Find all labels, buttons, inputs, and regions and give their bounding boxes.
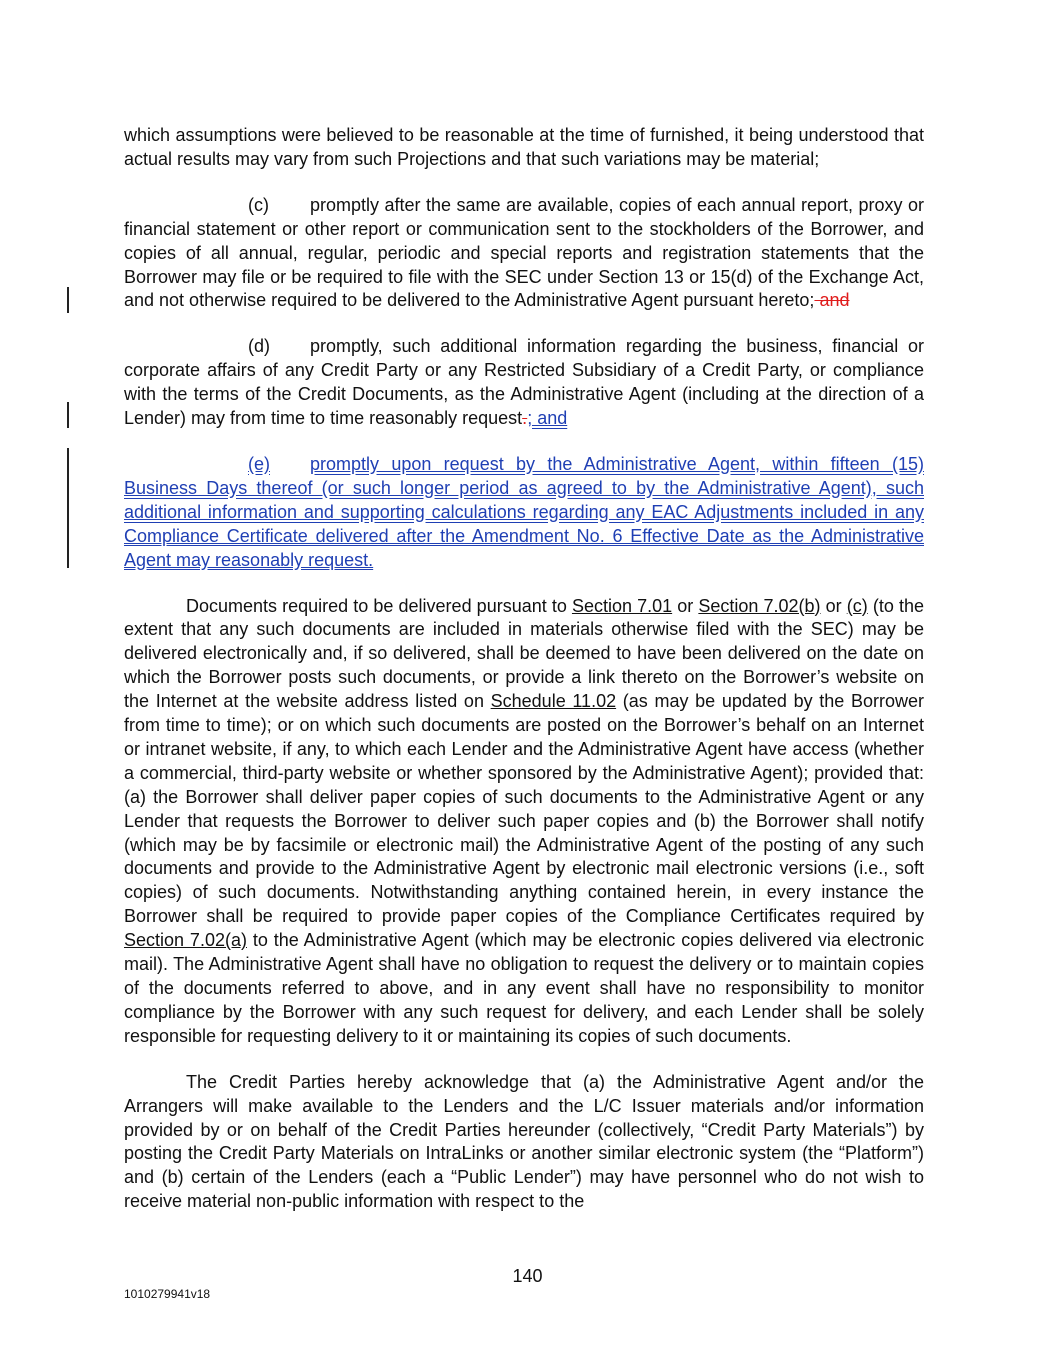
docs-text-6: to the Administrative Agent (which may be electronic copies delivered via electronic mail). The Administrative Agent shall have no obligation to request the delivery or to maintain copies of the documents referred to above, and in any event shall have no responsibility to monitor compliance by the Borrower with any such request for delivery, and each Lender shall be solely responsible for requesting delivery to it or maintaining its copies of such documents. [124,930,924,1046]
documents-paragraph [124,595,924,1049]
clause-d-label: (d) [248,336,270,357]
section-ref-c: (c) [846,595,868,616]
change-bar-e [67,448,69,568]
page-number: 140 [512,1266,543,1286]
section-ref-7-02a: Section 7.02(a) [124,930,247,951]
docs-text-5: (as may be updated by the Borrower from time to time); or on which such documents are posted on the Borrower’s behalf on an Internet or intranet website, if any, to which each Lender and the Administrative Agent have access (whether a commercial, third-party website or whether sponsored by the Administrative Agent); provided that: (a) the Borrower shall deliver paper copies of such documents to the Administrative Agent or any Lender that requests the Borrower to deliver such paper copies and (b) the Borrower shall notify (which may be by facsimile or electronic mail) the Administrative Agent of the posting of any such documents and provide to the Administrative Agent by electronic mail electronic versions (i.e., soft copies) of such documents. Notwithstanding anything contained herein, in every instance the Borrower shall be required to provide paper copies of the Compliance Certificates required by [124,691,924,927]
clause-c [124,194,924,314]
credit-parties-text: The Credit Parties hereby acknowledge that (a) the Administrative Agent and/or the Arrangers will make available to the Lenders and the L/C Issuer materials and/or information provided by or on behalf of the Credit Parties hereunder (collectively, “Credit Party Materials”) by posting the Credit Party Materials on IntraLinks or another similar electronic system (the “Platform”) and (b) certain of the Lenders (each a “Public Lender”) may have personnel who do not wish to receive material non-public information with respect to the [124,1071,924,1212]
clause-c-text: promptly after the same are available, copies of each annual report, proxy or financial statement or other report or communication sent to the stockholders of the Borrower, and copies of all annual, regular, periodic and special reports and registration statements that the Borrower may file or be required to file with the SEC under Section 13 or 15(d) of the Exchange Act, and not otherwise required to be delivered to the Administrative Agent pursuant hereto; [124,194,924,311]
section-ref-7-02b: Section 7.02(b) [698,595,821,616]
clause-d-inserted: ; and [527,408,568,429]
schedule-ref-11-02: Schedule 11.02 [490,691,617,712]
document-body [124,124,924,1214]
clause-d-text: promptly, such additional information regarding the business, financial or corporate affairs of any Credit Party or any Restricted Subsidiary of a Credit Party, or compliance with the terms of the Credit Documents, as the Administrative Agent (including at the direction of a Lender) may from time to time reasonably request [124,336,924,429]
change-bar-c [67,287,69,313]
document-id: 1010279941v18 [124,1287,211,1301]
docs-text-2: or [672,595,699,616]
clause-c-label: (c) [248,194,269,215]
clause-e [124,453,924,573]
clause-e-label: (e) [248,453,270,474]
docs-text-1: Documents required to be delivered pursuant to [186,595,572,616]
paragraph-continuation: which assumptions were believed to be reasonable at the time of furnished, it being understood that actual results may vary from such Projections and that such variations may be material; [124,125,924,169]
clause-e-text: promptly upon request by the Administrative Agent, within fifteen (15) Business Days thereof (or such longer period as agreed to by the Administrative Agent), such additional information and supporting calculations regarding any EAC Adjustments included in any Compliance Certificate delivered after the Amendment No. 6 Effective Date as the Administrative Agent may reasonably request. [124,453,924,570]
credit-parties-paragraph [124,1071,924,1214]
docs-text-3: or [820,595,847,616]
change-bar-d [67,402,69,428]
clause-d-deleted: . [522,408,528,429]
section-ref-7-01: Section 7.01 [571,595,673,616]
clause-d [124,335,924,431]
clause-c-deleted: and [814,290,850,311]
docs-text-4: (to the extent that any such documents are included in materials otherwise filed with the SEC) may be delivered electronically and, if so delivered, shall be deemed to have been delivered on the date on which the Borrower posts such documents, or provide a link thereto on the Borrower’s website on the Internet at the website address listed on [124,595,925,712]
